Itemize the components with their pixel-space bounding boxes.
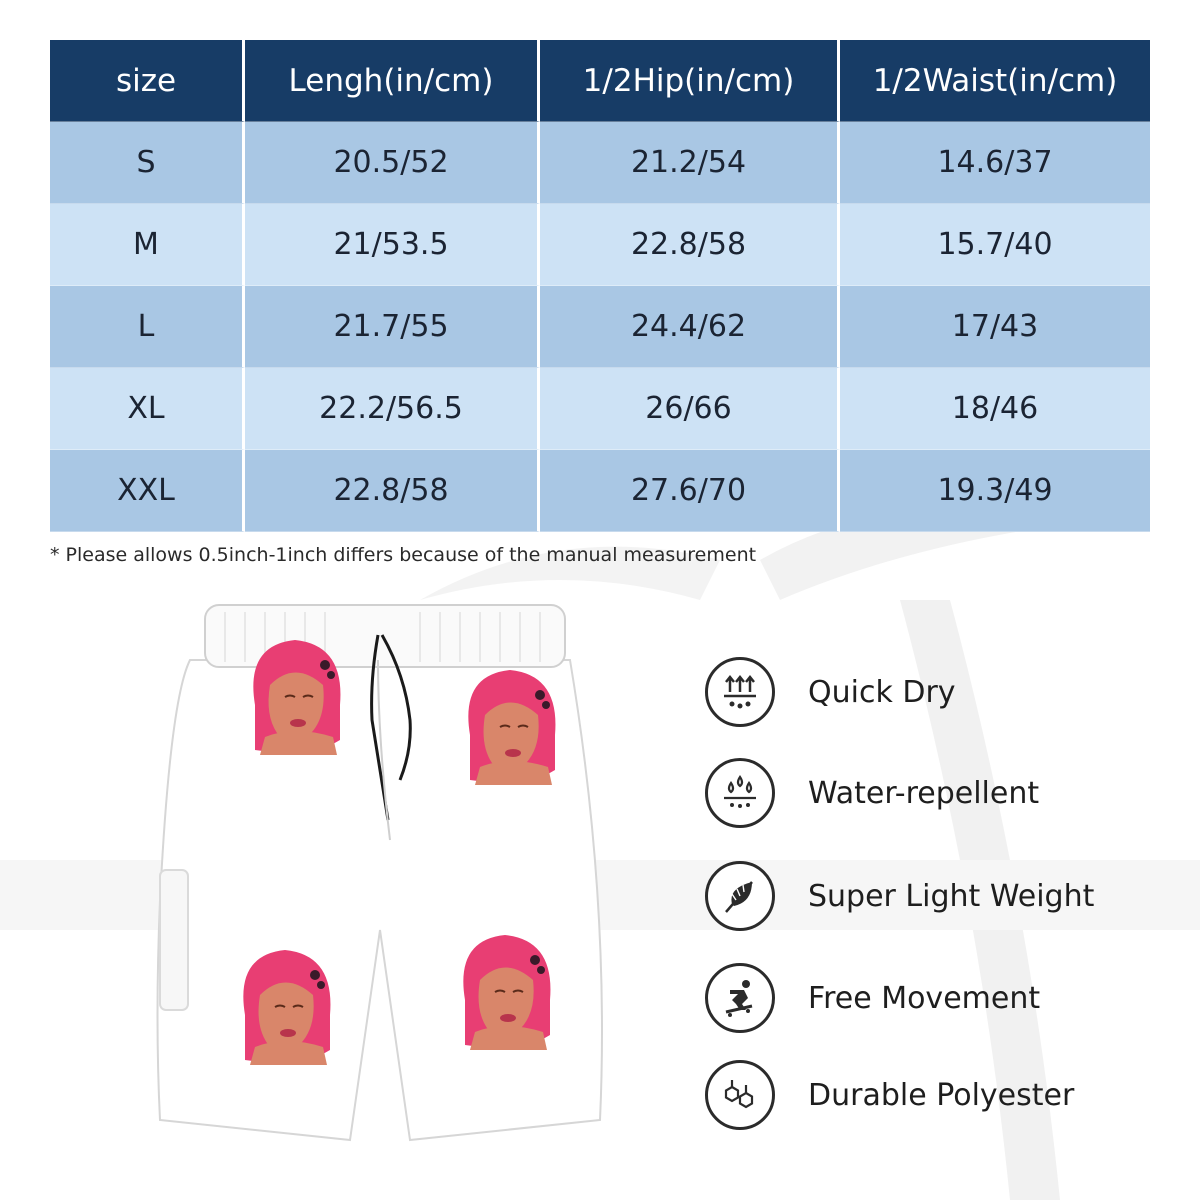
table-cell: XL	[50, 368, 245, 450]
table-cell: S	[50, 122, 245, 204]
table-cell: 21/53.5	[245, 204, 540, 286]
feature-label: Free Movement	[808, 980, 1041, 1016]
table-cell: 22.2/56.5	[245, 368, 540, 450]
feature-label: Quick Dry	[808, 674, 956, 710]
table-cell: 22.8/58	[540, 204, 840, 286]
table-cell: 21.7/55	[245, 286, 540, 368]
feather-icon	[705, 861, 775, 931]
table-cell: 14.6/37	[840, 122, 1150, 204]
water-drops-icon	[705, 758, 775, 828]
molecule-icon	[705, 1060, 775, 1130]
feature-durable-polyester	[705, 1060, 1155, 1130]
table-cell: 17/43	[840, 286, 1150, 368]
table-cell: L	[50, 286, 245, 368]
table-cell: 21.2/54	[540, 122, 840, 204]
table-cell: M	[50, 204, 245, 286]
table-cell: 18/46	[840, 368, 1150, 450]
header-hip: 1/2Hip(in/cm)	[540, 40, 840, 122]
feature-free-movement	[705, 963, 1155, 1033]
table-cell: 27.6/70	[540, 450, 840, 532]
table-cell: 19.3/49	[840, 450, 1150, 532]
header-size: size	[50, 40, 245, 122]
feature-light-weight	[705, 861, 1155, 931]
table-cell: 22.8/58	[245, 450, 540, 532]
table-cell: 15.7/40	[840, 204, 1150, 286]
table-cell: 26/66	[540, 368, 840, 450]
feature-water-repellent	[705, 758, 1155, 828]
header-waist: 1/2Waist(in/cm)	[840, 40, 1150, 122]
size-table	[50, 40, 1150, 532]
quick-dry-icon	[705, 657, 775, 727]
product-image-board-shorts	[150, 600, 630, 1190]
skateboarder-icon	[705, 963, 775, 1033]
header-length: Lengh(in/cm)	[245, 40, 540, 122]
measurement-note: * Please allows 0.5inch-1inch differs because of the manual measurement	[50, 544, 757, 566]
table-cell: 20.5/52	[245, 122, 540, 204]
feature-label: Durable Polyester	[808, 1077, 1075, 1113]
feature-label: Super Light Weight	[808, 878, 1095, 914]
table-cell: XXL	[50, 450, 245, 532]
feature-label: Water-repellent	[808, 775, 1040, 811]
table-cell: 24.4/62	[540, 286, 840, 368]
feature-quick-dry	[705, 657, 1155, 727]
